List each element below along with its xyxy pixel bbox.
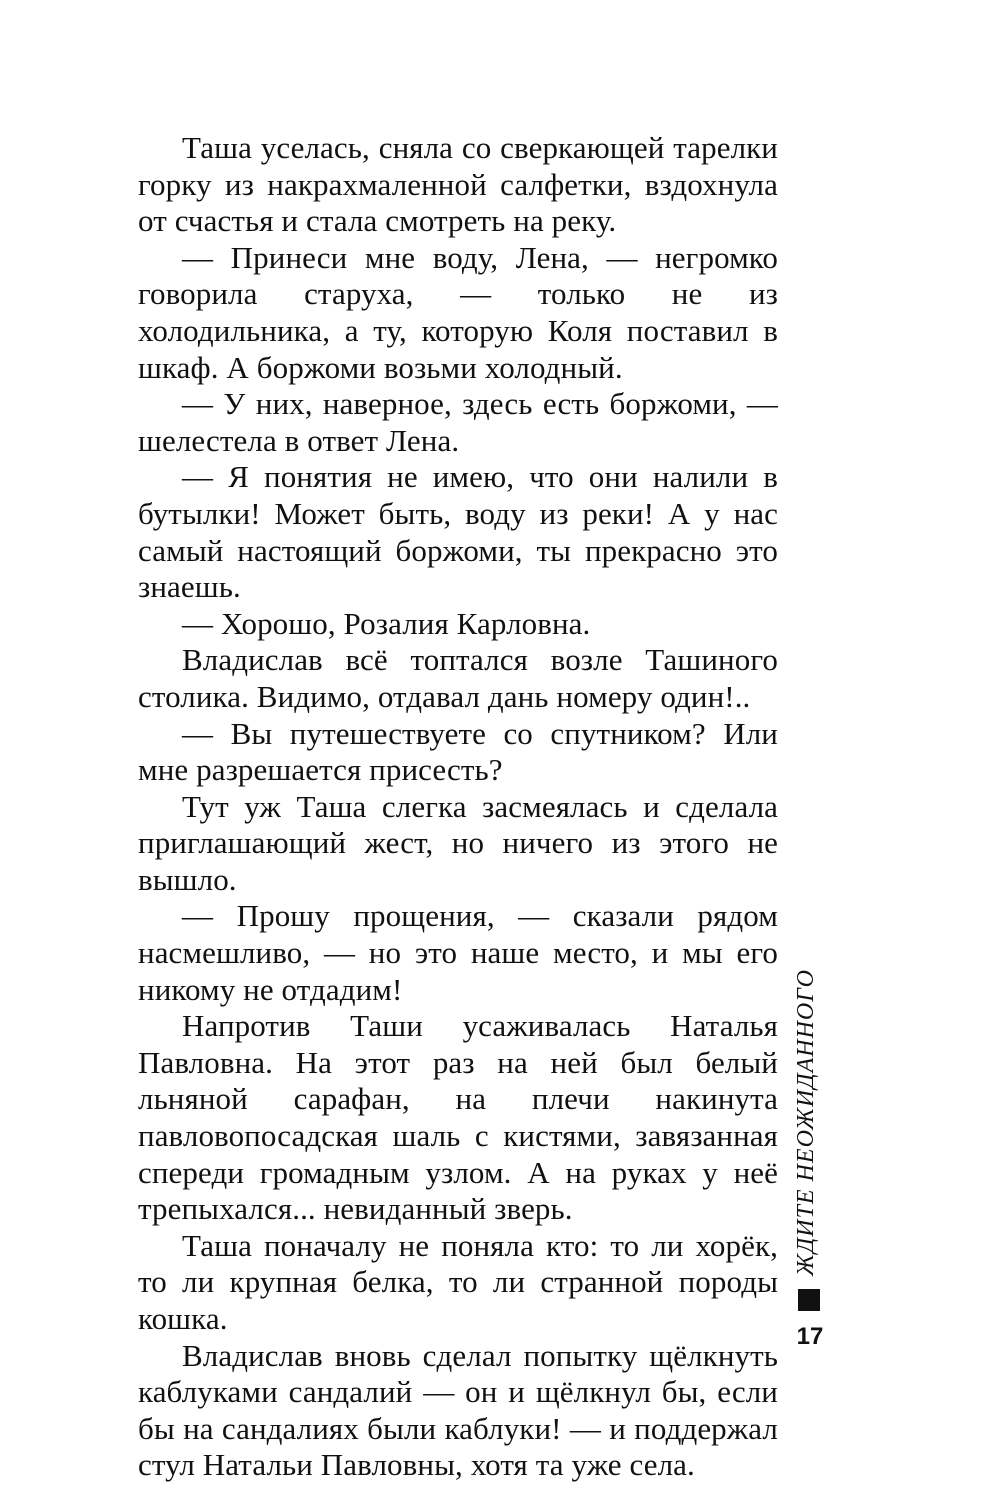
paragraph: — Я понятия не имею, что они налили в бутылки! Может быть, воду из реки! А у нас самый настоящий боржоми, ты прекрасно это знаешь. — [138, 459, 778, 605]
paragraph: — Прошу прощения, — сказали рядом насмешливо, — но это наше место, и мы его никому не отдадим! — [138, 898, 778, 1007]
paragraph: — Хорошо, Розалия Карловна. — [182, 605, 591, 641]
running-title: ЖДИТЕ НЕОЖИДАННОГО — [793, 969, 819, 1276]
paragraph: — У них, наверное, здесь есть боржоми, — шелестела в ответ Лена. — [138, 386, 778, 458]
paragraph: Владислав всё топтался возле Ташиного столика. Видимо, отдавал дань номеру один!.. — [138, 642, 778, 714]
paragraph: Напротив Таши усаживалась Наталья Павловна. На этот раз на ней был белый льняной сарафан, на плечи накинута павловопосадская шаль с кистями, завязанная спереди громадным узлом. А на руках у неё трепыхался... невиданный зверь. — [138, 1008, 778, 1227]
folio-square-marker — [798, 1289, 820, 1311]
paragraph: — Вы путешествуете со спутником? Или мне разрешается присесть? — [138, 715, 778, 788]
paragraph: Таша поначалу не поняла кто: то ли хорёк, то ли крупная белка, то ли странной породы кошка. — [138, 1227, 778, 1336]
paragraph: Владислав вновь сделал попытку щёлкнуть каблуками сандалий — он и щёлкнул бы, если бы на сандалиях были каблуки! — и поддержал стул Натальи Павловны, хотя та уже села. — [138, 1337, 778, 1483]
page-number: 17 — [796, 1323, 824, 1350]
paragraph: — Принеси мне воду, Лена, — негромко говорила старуха, — только не из холодильника, а ту, которую Коля поставил в шкаф. А боржоми возьми холодный. — [138, 239, 778, 385]
body-text — [138, 130, 778, 1484]
paragraph: Таша уселась, сняла со сверкающей тарелки горку из накрахмаленной салфетки, вздохнула от счастья и стала смотреть на реку. — [138, 130, 778, 239]
paragraph: Тут уж Таша слегка засмеялась и сделала приглашающий жест, но ничего из этого не вышло. — [138, 788, 778, 897]
